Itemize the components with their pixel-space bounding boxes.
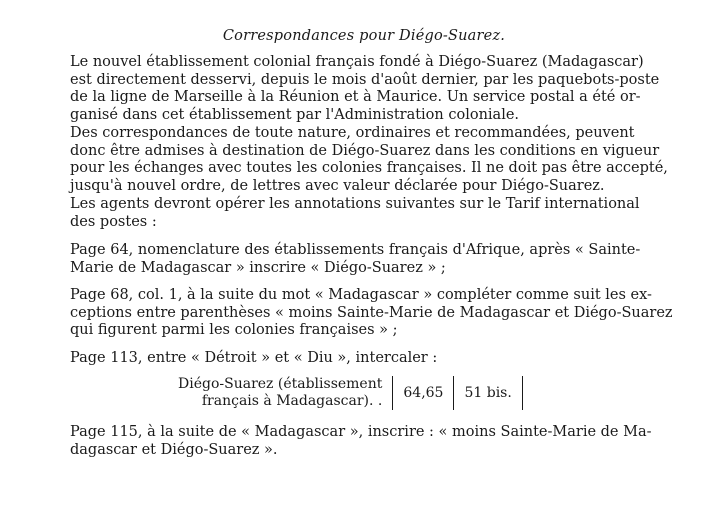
text-line: Page 113, entre « Détroit » et « Diu », intercaler : [70, 350, 438, 366]
tariff-entry-table [168, 376, 523, 410]
paragraph-correspondences [50, 125, 682, 195]
table-row [168, 376, 522, 410]
paragraph-page-115 [50, 424, 682, 459]
text-line: Page 68, col. 1, à la suite du mot « Madagascar » compléter comme suit les ex- [70, 287, 652, 303]
entry-reference: 51 bis. [464, 385, 512, 401]
entry-name-line: français à Madagascar). . [201, 393, 383, 409]
paragraph-establishment [50, 54, 682, 124]
text-line: Page 64, nomenclature des établissements français d'Afrique, après « Sainte- [70, 242, 641, 258]
text-line: Les agents devront opérer les annotations suivantes sur le Tarif international [70, 196, 640, 212]
text-line: des postes : [70, 213, 157, 230]
entry-name-cell [168, 376, 393, 410]
text-line: Des correspondances de toute nature, ordinaires et recommandées, peuvent [70, 125, 635, 141]
entry-name-line: Diégo-Suarez (établissement [178, 376, 383, 392]
page-title: Correspondances pour Diégo-Suarez. [222, 28, 506, 44]
text-line: ganisé dans cet établissement par l'Administration coloniale. [70, 106, 520, 123]
entry-reference-cell [454, 376, 522, 410]
text-line: pour les échanges avec toutes les colonies françaises. Il ne doit pas être accepté, [70, 160, 668, 177]
text-line: de la ligne de Marseille à la Réunion et à Maurice. Un service postal a été or- [70, 89, 641, 106]
text-line: donc être admises à destination de Diégo-Suarez dans les conditions en vigueur [70, 142, 660, 159]
paragraph-page-64 [50, 242, 682, 277]
text-line: Le nouvel établissement colonial français fondé à Diégo-Suarez (Madagascar) [70, 54, 644, 70]
text-line: Page 115, à la suite de « Madagascar », inscrire : « moins Sainte-Marie de Ma- [70, 424, 652, 440]
paragraph-page-113 [50, 350, 682, 368]
text-line: qui figurent parmi les colonies françaises » ; [70, 322, 398, 339]
text-line: est directement desservi, depuis le mois d'août dernier, par les paquebots-poste [70, 71, 660, 88]
text-line: Marie de Madagascar » inscrire « Diégo-Suarez » ; [70, 259, 446, 276]
paragraph-page-68 [50, 287, 682, 340]
text-line: dagascar et Diégo-Suarez ». [70, 441, 278, 458]
text-line: ceptions entre parenthèses « moins Sainte-Marie de Madagascar et Diégo-Suarez [70, 304, 673, 321]
paragraph-agents [50, 196, 682, 231]
entry-pages-cell: 64,65 [393, 376, 454, 410]
text-line: jusqu'à nouvel ordre, de lettres avec valeur déclarée pour Diégo-Suarez. [70, 177, 605, 194]
